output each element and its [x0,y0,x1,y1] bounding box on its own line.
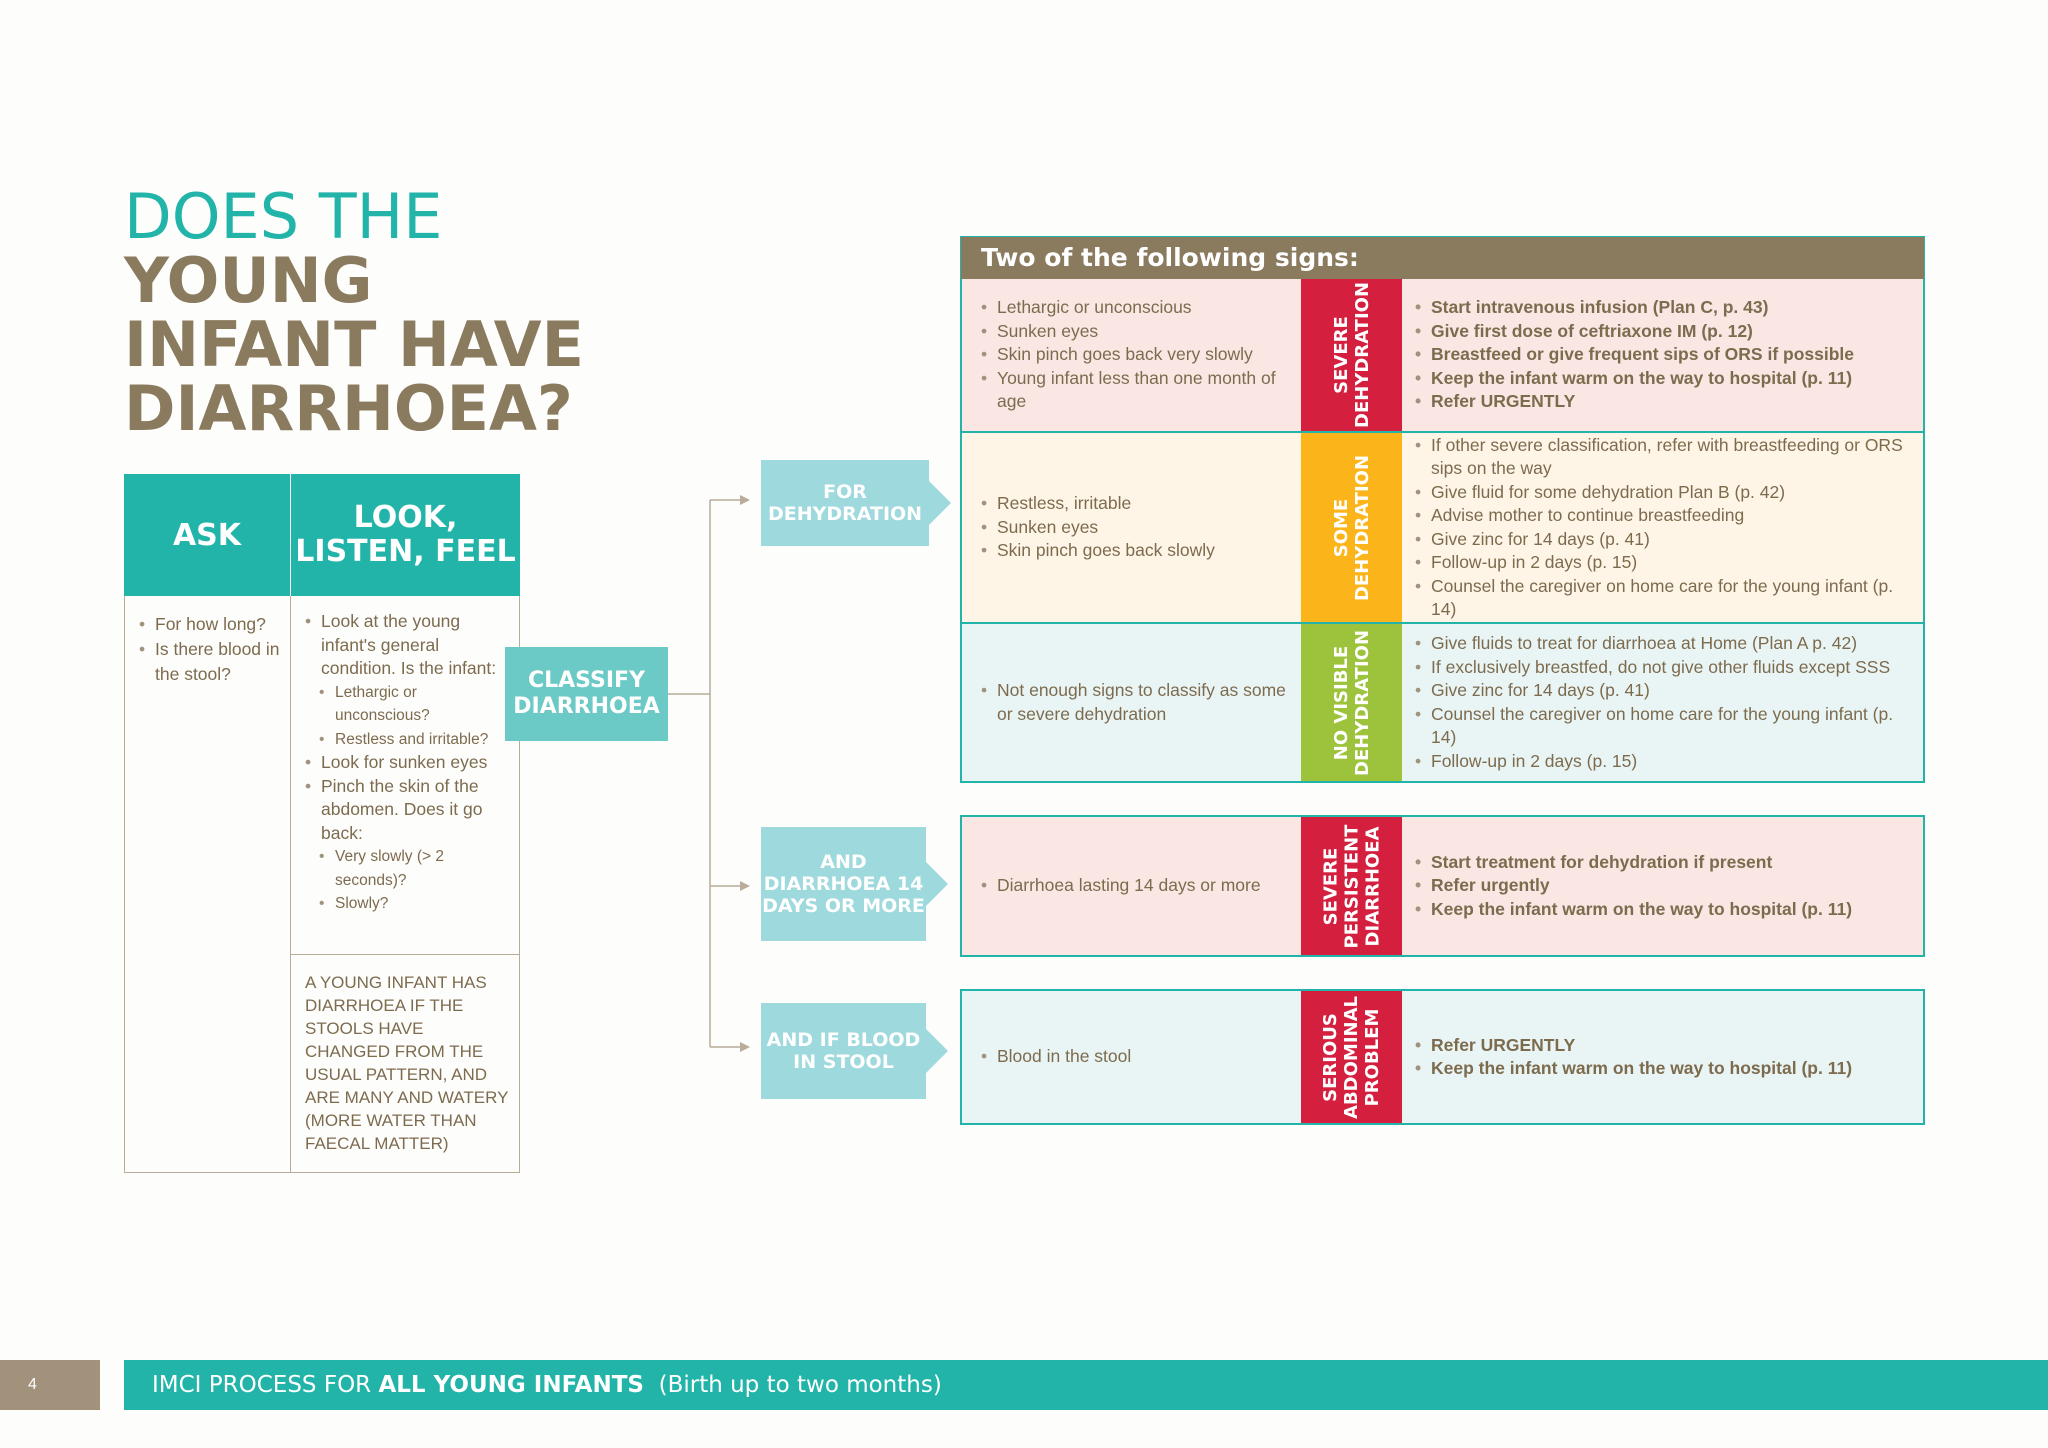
classification-label: SERIOUS ABDOMINAL PROBLEM [1320,995,1383,1119]
arrowhead [740,495,750,505]
treatment-cell [1402,279,1923,431]
look-subitem: • Very slowly (> 2 seconds)? [319,845,513,892]
branch-arrow-tip [929,481,951,525]
treatment-item: • Keep the infant warm on the way to hospital (p. 11) [1415,367,1854,391]
treatment-cell [1402,991,1923,1123]
footer-suffix: (Birth up to two months) [658,1372,942,1398]
sign-item: • Sunken eyes [981,320,1301,344]
arrowhead [740,881,750,891]
classification-label: SOME DEHYDRATION [1330,454,1373,601]
look-column [290,596,520,955]
branch-arrow-tip [926,862,948,906]
treatment-item: • Start intravenous infusion (Plan C, p. 43) [1415,296,1854,320]
classification-severe-persistent-diarrhoea [1301,817,1402,955]
sign-item: • Diarrhoea lasting 14 days or more [981,874,1261,898]
arrowhead [740,1042,750,1052]
ask-header: ASK [124,474,290,596]
treatment-item: • Advise mother to continue breastfeeding [1415,504,1917,528]
treatment-item: • Breastfeed or give frequent sips of ORS if possible [1415,343,1854,367]
diarrhoea-definition: A YOUNG INFANT HAS DIARRHOEA IF THE STOOLS HAVE CHANGED FROM THE USUAL PATTERN, AND ARE MANY AND WATERY (MORE WATER THAN FAECAL MATTER) [290,955,520,1173]
ask-item: • For how long? [139,612,283,637]
treatment-cell [1402,624,1923,781]
treatment-item: • Give fluids to treat for diarrhoea at Home (Plan A p. 42) [1415,632,1917,656]
branch-arrow-tip [926,1029,948,1073]
page-number: 4 [0,1360,100,1410]
signs-cell [962,279,1301,431]
classification-serious-abdominal-problem [1301,991,1402,1123]
treatment-item: • Refer urgently [1415,874,1852,898]
footer-bold: ALL YOUNG INFANTS [378,1372,644,1398]
classification-label: SEVERE PERSISTENT DIARRHOEA [1320,824,1384,948]
ask-column [124,596,291,1173]
table-header: Two of the following signs: [961,237,1924,279]
sign-item: • Young infant less than one month of age [981,367,1301,414]
footer-prefix: IMCI PROCESS FOR [152,1372,379,1398]
branch-blood: AND IF BLOOD IN STOOL [761,1003,926,1099]
signs-cell [962,991,1301,1123]
title-line-1: DOES THE [124,180,443,253]
look-subitem: • Slowly? [319,892,513,916]
signs-cell [962,433,1301,622]
treatment-item: • Refer URGENTLY [1415,390,1854,414]
treatment-cell [1402,817,1923,955]
page-title [124,180,644,445]
classification-no-visible-dehydration [1301,624,1402,781]
sign-item: • Skin pinch goes back slowly [981,539,1215,563]
look-subitem: • Restless and irritable? [319,728,513,752]
signs-cell [962,624,1301,781]
treatment-item: • Counsel the caregiver on home care for the young infant (p. 14) [1415,575,1917,622]
sign-item: • Blood in the stool [981,1045,1131,1069]
treatment-item: • Give zinc for 14 days (p. 41) [1415,528,1917,552]
title-line-2: YOUNG [124,244,373,317]
classify-diarrhoea-box: CLASSIFY DIARRHOEA [505,647,668,741]
sign-item: • Restless, irritable [981,492,1215,516]
look-item: • Pinch the skin of the abdomen. Does it go back: [305,775,513,846]
title-line-4: DIARRHOEA? [124,372,573,445]
treatment-item: • Refer URGENTLY [1415,1034,1852,1058]
treatment-item: • Follow-up in 2 days (p. 15) [1415,551,1917,575]
treatment-item: • Give fluid for some dehydration Plan B (p. 42) [1415,481,1917,505]
treatment-item: • If other severe classification, refer with breastfeeding or ORS sips on the way [1415,434,1917,481]
title-line-3: INFANT HAVE [124,308,584,381]
sign-item: • Skin pinch goes back very slowly [981,343,1301,367]
sign-item: • Not enough signs to classify as some or severe dehydration [981,679,1301,726]
look-item: • Look at the young infant's general condition. Is the infant: [305,610,513,681]
treatment-cell [1402,433,1923,622]
look-subitem: • Lethargic or unconscious? [319,681,513,728]
footer-bar [124,1360,2048,1410]
sign-item: • Lethargic or unconscious [981,296,1301,320]
treatment-item: • Follow-up in 2 days (p. 15) [1415,750,1917,774]
flow-connectors [660,490,770,1060]
treatment-item: • Give zinc for 14 days (p. 41) [1415,679,1917,703]
classification-some-dehydration [1301,433,1402,622]
treatment-item: • If exclusively breastfed, do not give other fluids except SSS [1415,656,1917,680]
treatment-item: • Keep the infant warm on the way to hospital (p. 11) [1415,1057,1852,1081]
look-item: • Look for sunken eyes [305,751,513,775]
branch-persistent: AND DIARRHOEA 14 DAYS OR MORE [761,827,926,941]
classification-label: SEVERE DEHYDRATION [1330,281,1373,428]
treatment-item: • Give first dose of ceftriaxone IM (p. 12) [1415,320,1854,344]
treatment-item: • Keep the infant warm on the way to hospital (p. 11) [1415,898,1852,922]
sign-item: • Sunken eyes [981,516,1215,540]
branch-dehydration: FOR DEHYDRATION [761,460,929,546]
classification-severe-dehydration [1301,279,1402,431]
classification-label: NO VISIBLE DEHYDRATION [1330,629,1373,776]
look-header: LOOK, LISTEN, FEEL [291,474,520,596]
treatment-item: • Start treatment for dehydration if present [1415,851,1852,875]
signs-cell [962,817,1301,955]
ask-item: • Is there blood in the stool? [139,637,283,687]
treatment-item: • Counsel the caregiver on home care for the young infant (p. 14) [1415,703,1917,750]
